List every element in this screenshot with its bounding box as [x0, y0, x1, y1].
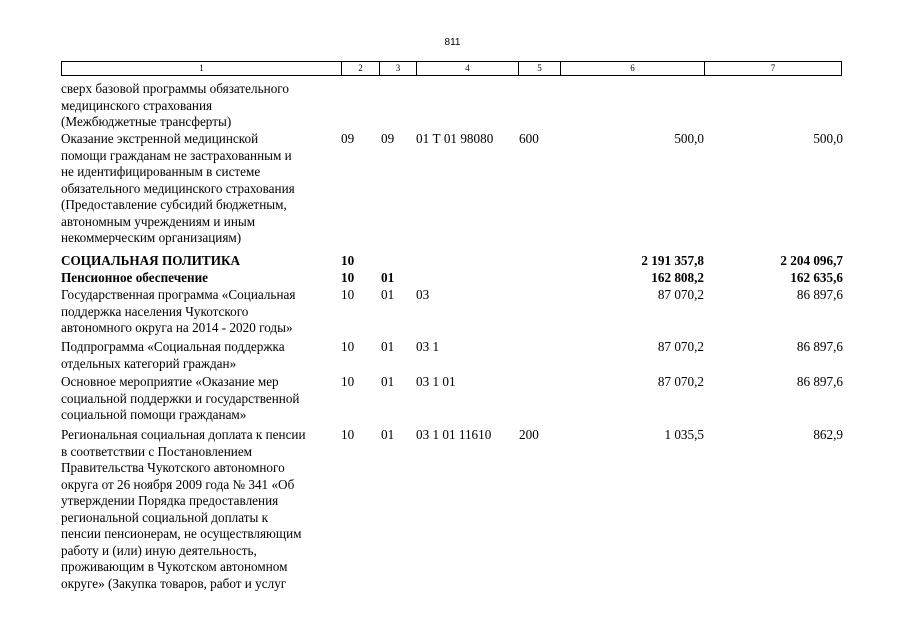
subsection-code: 01 [381, 374, 395, 389]
description-line: сверх базовой программы обязательного [61, 81, 289, 96]
target-article-code: 01 Т 01 98080 [416, 131, 494, 146]
description-line: медицинского страхования [61, 97, 213, 113]
description-line: проживающим в Чукотском автономном [61, 559, 288, 574]
description-line: некоммерческим организациям) [61, 230, 242, 245]
description-line: региональной социальной доплаты к [61, 509, 269, 525]
description-line: Государственная программа «Социальная [61, 287, 296, 302]
amount-column-6: 500,0 [674, 131, 704, 146]
description-line: Пенсионное обеспечение [61, 270, 209, 285]
section-code: 10 [341, 427, 355, 442]
description-line: автономного округа на 2014 - 2020 годы» [61, 320, 293, 335]
target-article-code: 03 1 [416, 339, 440, 354]
row-description [61, 81, 338, 131]
section-code: 10 [341, 270, 355, 285]
column-number-1: 1 [62, 62, 342, 75]
column-number-2: 2 [342, 62, 380, 75]
row-description [61, 339, 338, 372]
column-number-6: 6 [561, 62, 705, 75]
amount-column-6: 162 808,2 [651, 270, 704, 285]
target-article-code: 03 1 01 [416, 374, 456, 389]
row-description [61, 427, 338, 592]
section-code: 10 [341, 287, 355, 302]
row-description [61, 253, 338, 270]
description-line: социальной помощи гражданам» [61, 407, 247, 422]
description-line: СОЦИАЛЬНАЯ ПОЛИТИКА [61, 253, 241, 268]
amount-column-7: 86 897,6 [796, 287, 843, 302]
column-number-4: 4 [417, 62, 519, 75]
description-line: (Межбюджетные трансферты) [61, 114, 232, 129]
description-line: работу и (или) иную деятельность, [61, 542, 257, 558]
section-code: 10 [341, 339, 355, 354]
description-line: утверждении Порядка предоставления [61, 493, 279, 508]
description-line: социальной поддержки и государственной [61, 390, 300, 406]
row-description [61, 131, 338, 247]
amount-column-6: 87 070,2 [657, 339, 704, 354]
description-line: не идентифицированным в системе [61, 164, 261, 179]
description-line: Основное мероприятие «Оказание мер [61, 374, 279, 389]
row-description [61, 287, 338, 337]
subsection-code: 01 [381, 339, 395, 354]
amount-column-7: 2 204 096,7 [780, 253, 843, 268]
description-line: Подпрограмма «Социальная поддержка [61, 339, 285, 354]
amount-column-7: 86 897,6 [796, 374, 843, 389]
row-description [61, 270, 338, 287]
expense-type-code: 200 [519, 427, 539, 442]
section-code: 10 [341, 374, 355, 389]
description-line: в соответствии с Постановлением [61, 443, 253, 459]
subsection-code: 01 [381, 287, 395, 302]
amount-column-7: 500,0 [813, 131, 843, 146]
description-line: поддержка населения Чукотского [61, 303, 249, 319]
description-line: Правительства Чукотского автономного [61, 460, 285, 475]
description-line: обязательного медицинского страхования [61, 180, 295, 196]
amount-column-6: 87 070,2 [657, 374, 704, 389]
amount-column-6: 87 070,2 [657, 287, 704, 302]
amount-column-6: 2 191 357,8 [641, 253, 704, 268]
row-description [61, 374, 338, 424]
column-number-5: 5 [519, 62, 561, 75]
subsection-code: 09 [381, 131, 395, 146]
description-line: округа от 26 ноября 2009 года № 341 «Об [61, 476, 295, 492]
description-line: отдельных категорий граждан» [61, 355, 237, 371]
column-number-7: 7 [770, 63, 776, 73]
description-line: пенсии пенсионерам, не осуществляющим [61, 526, 302, 541]
column-number-header [61, 61, 842, 76]
description-line: округе» (Закупка товаров, работ и услуг [61, 575, 287, 591]
description-line: помощи гражданам не застрахованным и [61, 147, 292, 163]
page-number: 811 [444, 37, 461, 48]
target-article-code: 03 1 01 11610 [416, 427, 492, 442]
column-number-3: 3 [380, 62, 417, 75]
amount-column-7: 862,9 [813, 427, 843, 442]
description-line: (Предоставление субсидий бюджетным, [61, 197, 287, 212]
target-article-code: 03 [416, 287, 430, 302]
subsection-code: 01 [381, 270, 395, 285]
amount-column-6: 1 035,5 [664, 427, 704, 442]
description-line: автономным учреждениям и иным [61, 213, 256, 229]
section-code: 09 [341, 131, 355, 146]
amount-column-7: 86 897,6 [796, 339, 843, 354]
description-line: Региональная социальная доплата к пенсии [61, 427, 306, 442]
description-line: Оказание экстренной медицинской [61, 131, 259, 146]
section-code: 10 [341, 253, 355, 268]
expense-type-code: 600 [519, 131, 539, 146]
amount-column-7: 162 635,6 [790, 270, 843, 285]
subsection-code: 01 [381, 427, 395, 442]
